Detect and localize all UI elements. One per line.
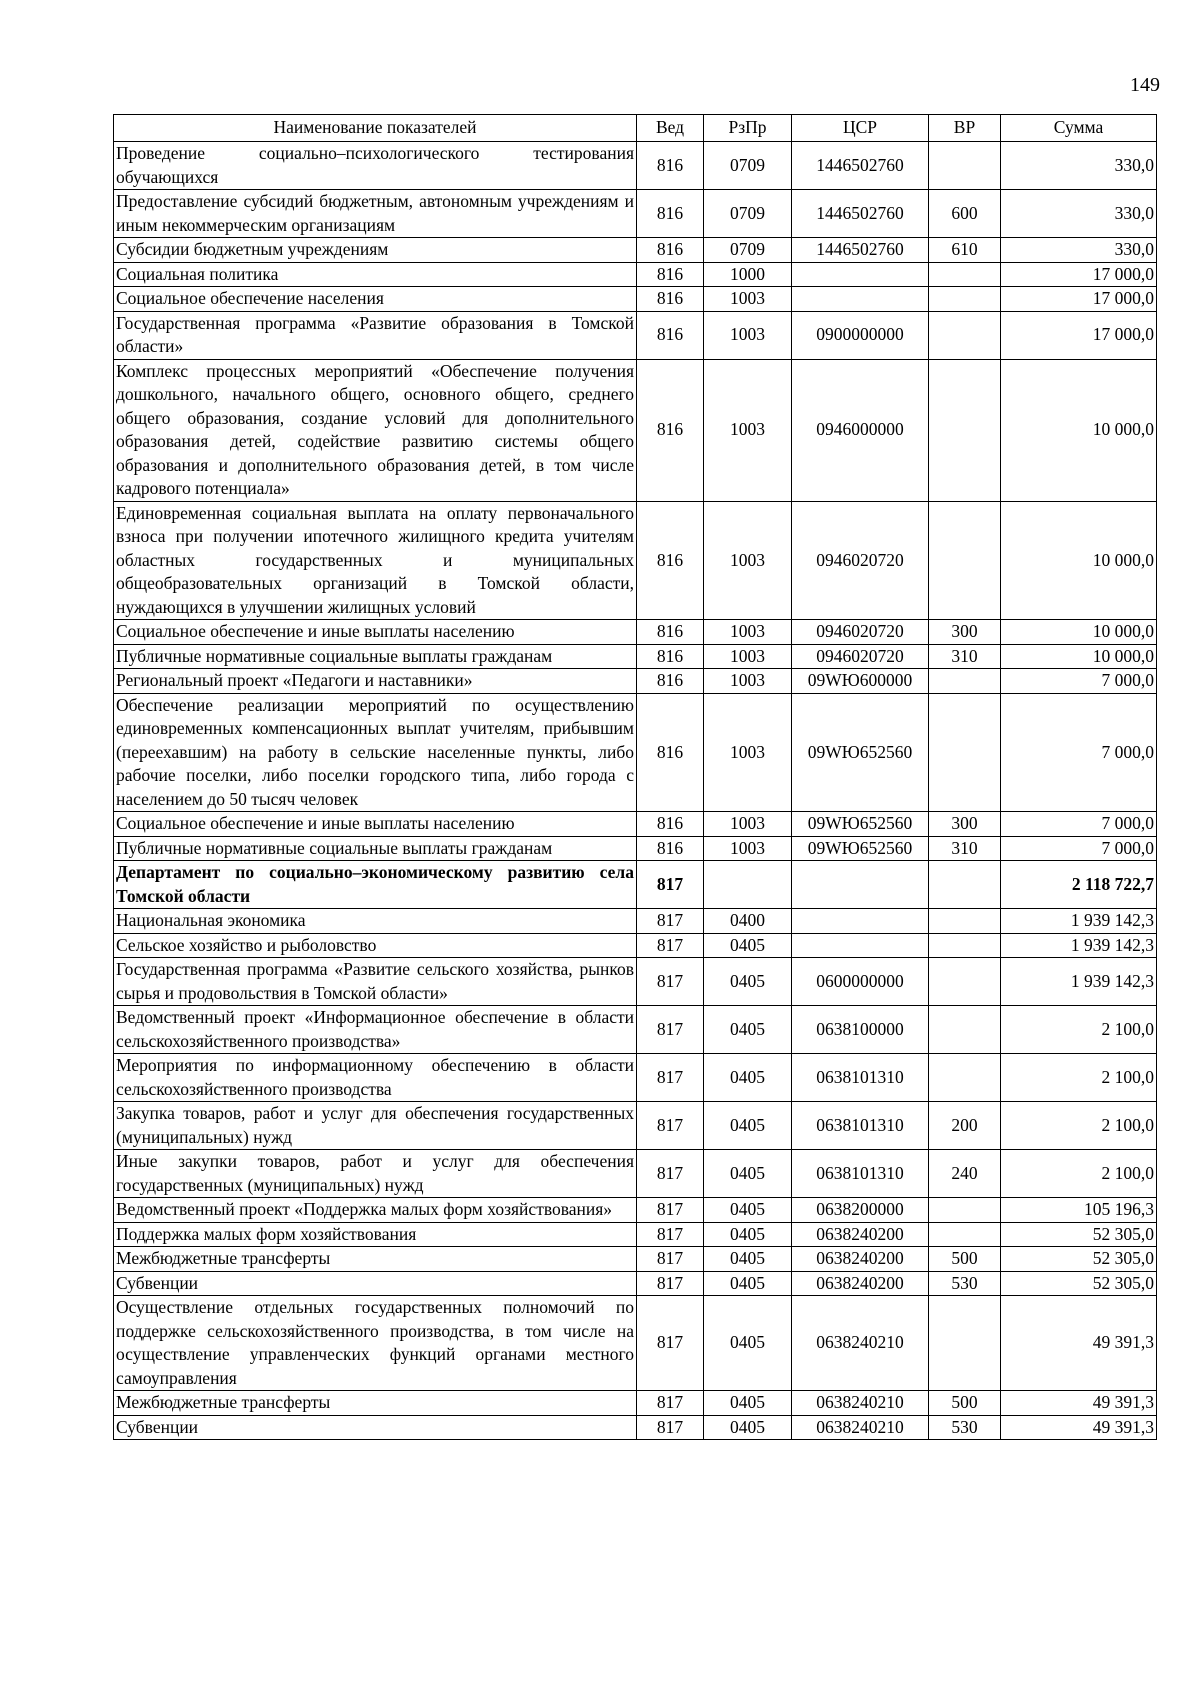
- cell-sum: 1 939 142,3: [1001, 958, 1157, 1006]
- cell-sum: 52 305,0: [1001, 1271, 1157, 1296]
- cell-sum: 7 000,0: [1001, 669, 1157, 694]
- table-row: [114, 501, 1157, 620]
- cell-vr: [929, 311, 1001, 359]
- cell-name: Ведомственный проект «Информационное обеспечение в области сельскохозяйственного производства»: [114, 1006, 637, 1054]
- cell-csr: 0638240210: [792, 1391, 929, 1416]
- cell-csr: 0638200000: [792, 1198, 929, 1223]
- cell-ved: 816: [637, 669, 704, 694]
- table-row: [114, 359, 1157, 501]
- table-row: [114, 311, 1157, 359]
- table-row: [114, 836, 1157, 861]
- cell-rzpr: 0405: [704, 1271, 792, 1296]
- cell-name: Комплекс процессных мероприятий «Обеспечение получения дошкольного, начального общего, основного общего, среднего общего образования, создание условий для дополнительного образования детей, содействие развитию системы общего образования и дополнительного образования детей, в том числе кадрового потенциала»: [114, 359, 637, 501]
- cell-vr: 300: [929, 812, 1001, 837]
- cell-name: Национальная экономика: [114, 909, 637, 934]
- cell-vr: 600: [929, 190, 1001, 238]
- cell-vr: [929, 933, 1001, 958]
- cell-csr: [792, 909, 929, 934]
- cell-csr: 09WЮ652560: [792, 693, 929, 812]
- table-row: [114, 1415, 1157, 1440]
- cell-rzpr: 0709: [704, 238, 792, 263]
- cell-sum: 17 000,0: [1001, 262, 1157, 287]
- cell-ved: 816: [637, 836, 704, 861]
- cell-rzpr: 1000: [704, 262, 792, 287]
- table-row: [114, 287, 1157, 312]
- cell-rzpr: 0405: [704, 1247, 792, 1272]
- cell-csr: [792, 861, 929, 909]
- cell-rzpr: 1003: [704, 836, 792, 861]
- cell-csr: 0638101310: [792, 1054, 929, 1102]
- cell-name: Обеспечение реализации мероприятий по осуществлению единовременных компенсационных выплат учителям, прибывшим (переехавшим) на работу в сельские населенные пункты, либо рабочие поселки, либо поселки городского типа, либо города с населением до 50 тысяч человек: [114, 693, 637, 812]
- header-rzpr: РзПр: [704, 115, 792, 142]
- cell-sum: 49 391,3: [1001, 1415, 1157, 1440]
- cell-csr: [792, 287, 929, 312]
- table-row: [114, 262, 1157, 287]
- cell-vr: 530: [929, 1271, 1001, 1296]
- cell-rzpr: 0405: [704, 1102, 792, 1150]
- cell-csr: [792, 262, 929, 287]
- cell-ved: 816: [637, 190, 704, 238]
- cell-ved: 817: [637, 1271, 704, 1296]
- cell-vr: [929, 142, 1001, 190]
- cell-rzpr: 1003: [704, 501, 792, 620]
- cell-name: Публичные нормативные социальные выплаты гражданам: [114, 644, 637, 669]
- cell-csr: 0638100000: [792, 1006, 929, 1054]
- table-row: [114, 958, 1157, 1006]
- cell-csr: 0946020720: [792, 501, 929, 620]
- table-row: [114, 669, 1157, 694]
- cell-sum: 330,0: [1001, 190, 1157, 238]
- cell-csr: 0638240200: [792, 1222, 929, 1247]
- cell-csr: 0638101310: [792, 1150, 929, 1198]
- cell-vr: [929, 287, 1001, 312]
- cell-rzpr: 0405: [704, 1296, 792, 1391]
- cell-vr: [929, 1198, 1001, 1223]
- cell-csr: [792, 933, 929, 958]
- cell-ved: 816: [637, 238, 704, 263]
- table-row: [114, 812, 1157, 837]
- cell-sum: 52 305,0: [1001, 1247, 1157, 1272]
- table-row: [114, 190, 1157, 238]
- cell-name: Предоставление субсидий бюджетным, автономным учреждениям и иным некоммерческим организациям: [114, 190, 637, 238]
- cell-name: Субвенции: [114, 1415, 637, 1440]
- table-row: [114, 1054, 1157, 1102]
- cell-vr: [929, 1054, 1001, 1102]
- table-row: [114, 1391, 1157, 1416]
- cell-sum: 17 000,0: [1001, 287, 1157, 312]
- cell-ved: 817: [637, 933, 704, 958]
- cell-sum: 52 305,0: [1001, 1222, 1157, 1247]
- cell-name: Публичные нормативные социальные выплаты гражданам: [114, 836, 637, 861]
- cell-ved: 816: [637, 812, 704, 837]
- cell-rzpr: 1003: [704, 644, 792, 669]
- cell-ved: 817: [637, 1054, 704, 1102]
- cell-ved: 816: [637, 501, 704, 620]
- cell-vr: 240: [929, 1150, 1001, 1198]
- cell-sum: 1 939 142,3: [1001, 933, 1157, 958]
- cell-vr: [929, 861, 1001, 909]
- cell-name: Социальное обеспечение и иные выплаты населению: [114, 620, 637, 645]
- cell-rzpr: 1003: [704, 620, 792, 645]
- cell-name: Закупка товаров, работ и услуг для обеспечения государственных (муниципальных) нужд: [114, 1102, 637, 1150]
- cell-csr: 0946020720: [792, 644, 929, 669]
- cell-sum: 10 000,0: [1001, 644, 1157, 669]
- table-header-row: [114, 115, 1157, 142]
- cell-sum: 49 391,3: [1001, 1391, 1157, 1416]
- header-sum: Сумма: [1001, 115, 1157, 142]
- cell-ved: 816: [637, 693, 704, 812]
- cell-ved: 817: [637, 1150, 704, 1198]
- cell-ved: 816: [637, 142, 704, 190]
- cell-sum: 10 000,0: [1001, 620, 1157, 645]
- cell-vr: [929, 501, 1001, 620]
- cell-ved: 817: [637, 909, 704, 934]
- cell-rzpr: 0405: [704, 1222, 792, 1247]
- cell-name: Иные закупки товаров, работ и услуг для обеспечения государственных (муниципальных) нужд: [114, 1150, 637, 1198]
- cell-sum: 7 000,0: [1001, 693, 1157, 812]
- cell-rzpr: 0405: [704, 1054, 792, 1102]
- cell-vr: [929, 262, 1001, 287]
- cell-vr: 310: [929, 836, 1001, 861]
- cell-rzpr: 0405: [704, 1198, 792, 1223]
- cell-rzpr: 0405: [704, 933, 792, 958]
- cell-rzpr: 1003: [704, 669, 792, 694]
- cell-name: Субсидии бюджетным учреждениям: [114, 238, 637, 263]
- cell-rzpr: 0405: [704, 1415, 792, 1440]
- cell-rzpr: 0709: [704, 190, 792, 238]
- table-row: [114, 693, 1157, 812]
- cell-name: Единовременная социальная выплата на оплату первоначального взноса при получении ипотечного жилищного кредита учителям областных государственных и муниципальных общеобразовательных организаций в Томской области, нуждающихся в улучшении жилищных условий: [114, 501, 637, 620]
- cell-name: Государственная программа «Развитие образования в Томской области»: [114, 311, 637, 359]
- cell-ved: 816: [637, 644, 704, 669]
- table-row: [114, 1271, 1157, 1296]
- cell-name: Региональный проект «Педагоги и наставники»: [114, 669, 637, 694]
- cell-name: Социальная политика: [114, 262, 637, 287]
- header-name: Наименование показателей: [114, 115, 637, 142]
- cell-sum: 2 100,0: [1001, 1102, 1157, 1150]
- cell-rzpr: 0400: [704, 909, 792, 934]
- cell-sum: 2 100,0: [1001, 1054, 1157, 1102]
- cell-name: Осуществление отдельных государственных полномочий по поддержке сельскохозяйственного производства, в том числе на осуществление управленческих функций органами местного самоуправления: [114, 1296, 637, 1391]
- cell-csr: 0600000000: [792, 958, 929, 1006]
- table-row: [114, 933, 1157, 958]
- cell-sum: 7 000,0: [1001, 836, 1157, 861]
- cell-csr: 09WЮ652560: [792, 836, 929, 861]
- cell-ved: 817: [637, 1391, 704, 1416]
- cell-sum: 2 100,0: [1001, 1006, 1157, 1054]
- cell-name: Ведомственный проект «Поддержка малых форм хозяйствования»: [114, 1198, 637, 1223]
- cell-rzpr: 1003: [704, 359, 792, 501]
- cell-vr: 300: [929, 620, 1001, 645]
- table-body: [114, 142, 1157, 1440]
- cell-csr: 0946000000: [792, 359, 929, 501]
- table-row: [114, 1150, 1157, 1198]
- table-row: [114, 644, 1157, 669]
- table-row: [114, 238, 1157, 263]
- cell-ved: 816: [637, 311, 704, 359]
- cell-vr: [929, 693, 1001, 812]
- header-csr: ЦСР: [792, 115, 929, 142]
- cell-name: Межбюджетные трансферты: [114, 1391, 637, 1416]
- cell-csr: 0638240200: [792, 1271, 929, 1296]
- table-row: [114, 1247, 1157, 1272]
- cell-vr: 500: [929, 1391, 1001, 1416]
- cell-vr: 610: [929, 238, 1001, 263]
- table-row: [114, 1198, 1157, 1223]
- cell-rzpr: 0405: [704, 1150, 792, 1198]
- cell-ved: 817: [637, 1102, 704, 1150]
- cell-name: Сельское хозяйство и рыболовство: [114, 933, 637, 958]
- cell-rzpr: 0405: [704, 1006, 792, 1054]
- cell-sum: 330,0: [1001, 142, 1157, 190]
- header-ved: Вед: [637, 115, 704, 142]
- cell-rzpr: 1003: [704, 311, 792, 359]
- cell-sum: 105 196,3: [1001, 1198, 1157, 1223]
- table-row: [114, 909, 1157, 934]
- table-row: [114, 1102, 1157, 1150]
- table-row: [114, 861, 1157, 909]
- cell-ved: 817: [637, 1006, 704, 1054]
- cell-vr: 500: [929, 1247, 1001, 1272]
- cell-ved: 817: [637, 1296, 704, 1391]
- table-row: [114, 1222, 1157, 1247]
- cell-vr: 200: [929, 1102, 1001, 1150]
- cell-vr: [929, 1296, 1001, 1391]
- cell-ved: 817: [637, 861, 704, 909]
- cell-csr: 09WЮ652560: [792, 812, 929, 837]
- cell-vr: [929, 1222, 1001, 1247]
- table-row: [114, 142, 1157, 190]
- cell-csr: 0946020720: [792, 620, 929, 645]
- cell-sum: 2 100,0: [1001, 1150, 1157, 1198]
- cell-csr: 0900000000: [792, 311, 929, 359]
- cell-sum: 7 000,0: [1001, 812, 1157, 837]
- cell-ved: 817: [637, 958, 704, 1006]
- cell-sum: 10 000,0: [1001, 359, 1157, 501]
- cell-csr: 0638240210: [792, 1296, 929, 1391]
- cell-vr: 310: [929, 644, 1001, 669]
- cell-csr: 09WЮ600000: [792, 669, 929, 694]
- cell-rzpr: 0405: [704, 1391, 792, 1416]
- cell-rzpr: 0405: [704, 958, 792, 1006]
- cell-ved: 817: [637, 1415, 704, 1440]
- cell-csr: 0638101310: [792, 1102, 929, 1150]
- budget-table: [113, 114, 1157, 1440]
- cell-ved: 816: [637, 262, 704, 287]
- cell-name: Государственная программа «Развитие сельского хозяйства, рынков сырья и продовольствия в Томской области»: [114, 958, 637, 1006]
- cell-ved: 817: [637, 1222, 704, 1247]
- cell-vr: [929, 1006, 1001, 1054]
- cell-ved: 817: [637, 1247, 704, 1272]
- table-row: [114, 1006, 1157, 1054]
- cell-name: Мероприятия по информационному обеспечению в области сельскохозяйственного производства: [114, 1054, 637, 1102]
- cell-vr: [929, 669, 1001, 694]
- cell-ved: 816: [637, 620, 704, 645]
- cell-csr: 1446502760: [792, 142, 929, 190]
- cell-name: Социальное обеспечение и иные выплаты населению: [114, 812, 637, 837]
- cell-csr: 1446502760: [792, 190, 929, 238]
- cell-vr: [929, 359, 1001, 501]
- table-row: [114, 620, 1157, 645]
- cell-name: Поддержка малых форм хозяйствования: [114, 1222, 637, 1247]
- cell-ved: 816: [637, 359, 704, 501]
- cell-sum: 10 000,0: [1001, 501, 1157, 620]
- cell-name: Межбюджетные трансферты: [114, 1247, 637, 1272]
- cell-name: Социальное обеспечение населения: [114, 287, 637, 312]
- cell-name: Субвенции: [114, 1271, 637, 1296]
- cell-rzpr: [704, 861, 792, 909]
- cell-rzpr: 1003: [704, 693, 792, 812]
- cell-rzpr: 1003: [704, 812, 792, 837]
- cell-rzpr: 1003: [704, 287, 792, 312]
- cell-ved: 817: [637, 1198, 704, 1223]
- page-number: 149: [1130, 74, 1160, 96]
- cell-name: Департамент по социально–экономическому развитию села Томской области: [114, 861, 637, 909]
- cell-ved: 816: [637, 287, 704, 312]
- cell-name: Проведение социально–психологического тестирования обучающихся: [114, 142, 637, 190]
- cell-sum: 17 000,0: [1001, 311, 1157, 359]
- cell-sum: 330,0: [1001, 238, 1157, 263]
- cell-vr: [929, 909, 1001, 934]
- cell-vr: 530: [929, 1415, 1001, 1440]
- cell-vr: [929, 958, 1001, 1006]
- cell-rzpr: 0709: [704, 142, 792, 190]
- cell-csr: 0638240200: [792, 1247, 929, 1272]
- cell-sum: 49 391,3: [1001, 1296, 1157, 1391]
- table-row: [114, 1296, 1157, 1391]
- cell-sum: 2 118 722,7: [1001, 861, 1157, 909]
- header-vr: ВР: [929, 115, 1001, 142]
- cell-csr: 0638240210: [792, 1415, 929, 1440]
- cell-sum: 1 939 142,3: [1001, 909, 1157, 934]
- cell-csr: 1446502760: [792, 238, 929, 263]
